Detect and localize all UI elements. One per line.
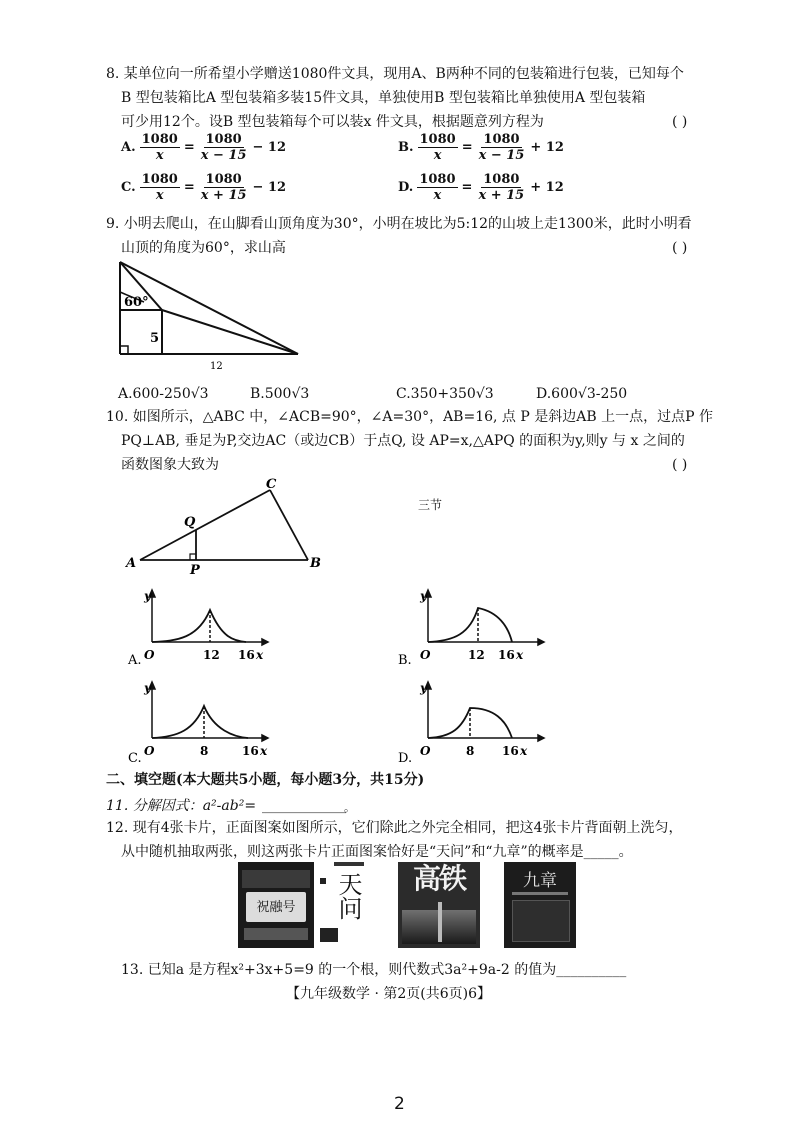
svg-text:12: 12 bbox=[203, 648, 220, 662]
q9-base-label: 12 bbox=[210, 361, 223, 372]
q8-option-a: A. $\frac{1080}{x}$ = $\frac{1080}{x - 15}$ − 12 bbox=[121, 132, 287, 163]
q12-card-gaotie bbox=[398, 862, 480, 948]
q8-option-d: D. $\frac{1080}{x}$ = $\frac{1080}{x + 15}$ + 12 bbox=[398, 172, 564, 203]
svg-text:12: 12 bbox=[468, 648, 485, 662]
page-footer: 【九年级数学 · 第2页(共6页)6】 bbox=[286, 986, 491, 1002]
q10-graph-a-curve bbox=[152, 610, 246, 642]
q10-graph-b-label: B. bbox=[398, 653, 412, 668]
q10-side-cb bbox=[270, 490, 308, 560]
q10-triangle-figure bbox=[120, 476, 330, 576]
svg-text:x: x bbox=[520, 744, 528, 758]
q9-option-a: A.600-250√3 bbox=[118, 386, 209, 402]
q10-label-q: Q bbox=[184, 515, 196, 530]
q10-graph-c-curve bbox=[152, 706, 248, 738]
q10-line3: 函数图象大致为 bbox=[121, 457, 219, 473]
q8-line2: B 型包装箱比A 型包装箱多装15件文具，单独使用B 型包装箱比单独使用A 型包装箱 bbox=[121, 90, 646, 106]
q12-card-jiuzhang-text: 九章 bbox=[523, 871, 557, 891]
q10-graph-a-label: A. bbox=[128, 653, 142, 668]
q8-line3: 可少用12个。设B 型包装箱每个可以装x 件文具，根据题意列方程为 bbox=[121, 114, 544, 130]
svg-text:8: 8 bbox=[200, 744, 209, 758]
svg-text:O: O bbox=[144, 744, 155, 758]
q9-option-b: B.500√3 bbox=[250, 386, 310, 402]
q10-line1: 10. 如图所示，△ABC 中，∠ACB=90°，∠A=30°，AB=16, 点 P 是斜边AB 上一点，过点P 作 bbox=[106, 409, 713, 425]
svg-text:x: x bbox=[260, 744, 268, 758]
svg-text:x: x bbox=[516, 648, 524, 662]
svg-text:8: 8 bbox=[466, 744, 475, 758]
q10-graph-c bbox=[118, 676, 278, 766]
q12-card-gaotie-text: 高铁 bbox=[412, 862, 465, 895]
q10-answer-paren: ( ) bbox=[672, 457, 688, 473]
q12-card-zhurong-text: 祝融号 bbox=[256, 900, 296, 915]
q13-text: 13. 已知a 是方程x²+3x+5=9 的一个根，则代数式3a²+9a-2 的值为__________ bbox=[121, 962, 627, 978]
svg-text:16: 16 bbox=[498, 648, 515, 662]
svg-text:y: y bbox=[420, 681, 427, 695]
q12-line1: 12. 现有4张卡片，正面图案如图所示，它们除此之外完全相同，把这4张卡片背面朝上洗匀， bbox=[106, 820, 683, 836]
svg-text:y: y bbox=[144, 681, 151, 695]
q10-label-a: A bbox=[126, 556, 137, 571]
q10-graph-a bbox=[118, 586, 278, 668]
svg-text:y: y bbox=[144, 589, 151, 603]
q11-blank: ____________ bbox=[262, 798, 346, 814]
page-number: 2 bbox=[394, 1094, 405, 1114]
section2-title: 二、填空题(本大题共5小题，每小题3分，共15分) bbox=[106, 772, 425, 788]
q10-graph-b-curve bbox=[428, 608, 512, 642]
q8-line1: 8. 某单位向一所希望小学赠送1080件文具，现用A、B两种不同的包装箱进行包装，已知每个 bbox=[106, 66, 684, 82]
q11-end: 。 bbox=[344, 801, 355, 814]
q10-label-b: B bbox=[310, 556, 321, 571]
svg-text:x: x bbox=[256, 648, 264, 662]
q12-card-zhurong bbox=[238, 862, 314, 948]
q10-line2: PQ⊥AB, 垂足为P,交边AC（或边CB）于点Q, 设 AP=x,△APQ 的面积为y,则y 与 x 之间的 bbox=[121, 433, 685, 449]
q12-card-jiuzhang bbox=[504, 862, 576, 948]
q9-option-d: D.600√3-250 bbox=[536, 386, 628, 402]
q9-right-angle-mark bbox=[120, 346, 128, 354]
q12-card-tianwen-text: 天问 bbox=[334, 872, 362, 920]
q8-answer-paren: ( ) bbox=[672, 114, 688, 130]
q9-line1: 9. 小明去爬山，在山脚看山顶角度为30°，小明在坡比为5:12的山坡上走1300米，此时小明看 bbox=[106, 216, 692, 232]
q10-graph-d-label: D. bbox=[398, 751, 413, 766]
q10-label-c: C bbox=[266, 477, 277, 492]
q12-line2: 从中随机抽取两张，则这两张卡片正面图案恰好是“天问”和“九章”的概率是_____。 bbox=[121, 844, 633, 860]
q9-option-c: C.350+350√3 bbox=[396, 386, 494, 402]
q8-option-c: C. $\frac{1080}{x}$ = $\frac{1080}{x + 15}$ − 12 bbox=[121, 172, 287, 203]
q10-graph-b bbox=[394, 586, 554, 668]
q10-graph-c-label: C. bbox=[128, 751, 142, 766]
q8-option-b: B. $\frac{1080}{x}$ = $\frac{1080}{x - 15}$ + 12 bbox=[398, 132, 564, 163]
svg-text:O: O bbox=[144, 648, 155, 662]
q10-graph-d bbox=[394, 676, 554, 766]
q9-height-label: 5 bbox=[150, 331, 160, 346]
q10-side-ac bbox=[140, 490, 270, 560]
q9-line2: 山顶的角度为60°，求山高 bbox=[121, 240, 286, 256]
q10-side-note: 三节 bbox=[418, 498, 443, 512]
q9-mountain-figure bbox=[110, 254, 310, 374]
svg-text:16: 16 bbox=[242, 744, 259, 758]
q9-answer-paren: ( ) bbox=[672, 240, 688, 256]
q9-slope-line bbox=[162, 310, 298, 354]
q10-label-p: P bbox=[190, 563, 200, 576]
q11-text: 11. 分解因式：a²-ab²= bbox=[106, 798, 257, 814]
q12-card-tianwen bbox=[320, 862, 380, 948]
svg-text:y: y bbox=[420, 589, 427, 603]
svg-text:O: O bbox=[420, 744, 431, 758]
svg-text:O: O bbox=[420, 648, 431, 662]
svg-text:16: 16 bbox=[502, 744, 519, 758]
q9-angle-label: 60° bbox=[124, 295, 149, 310]
svg-text:16: 16 bbox=[238, 648, 255, 662]
